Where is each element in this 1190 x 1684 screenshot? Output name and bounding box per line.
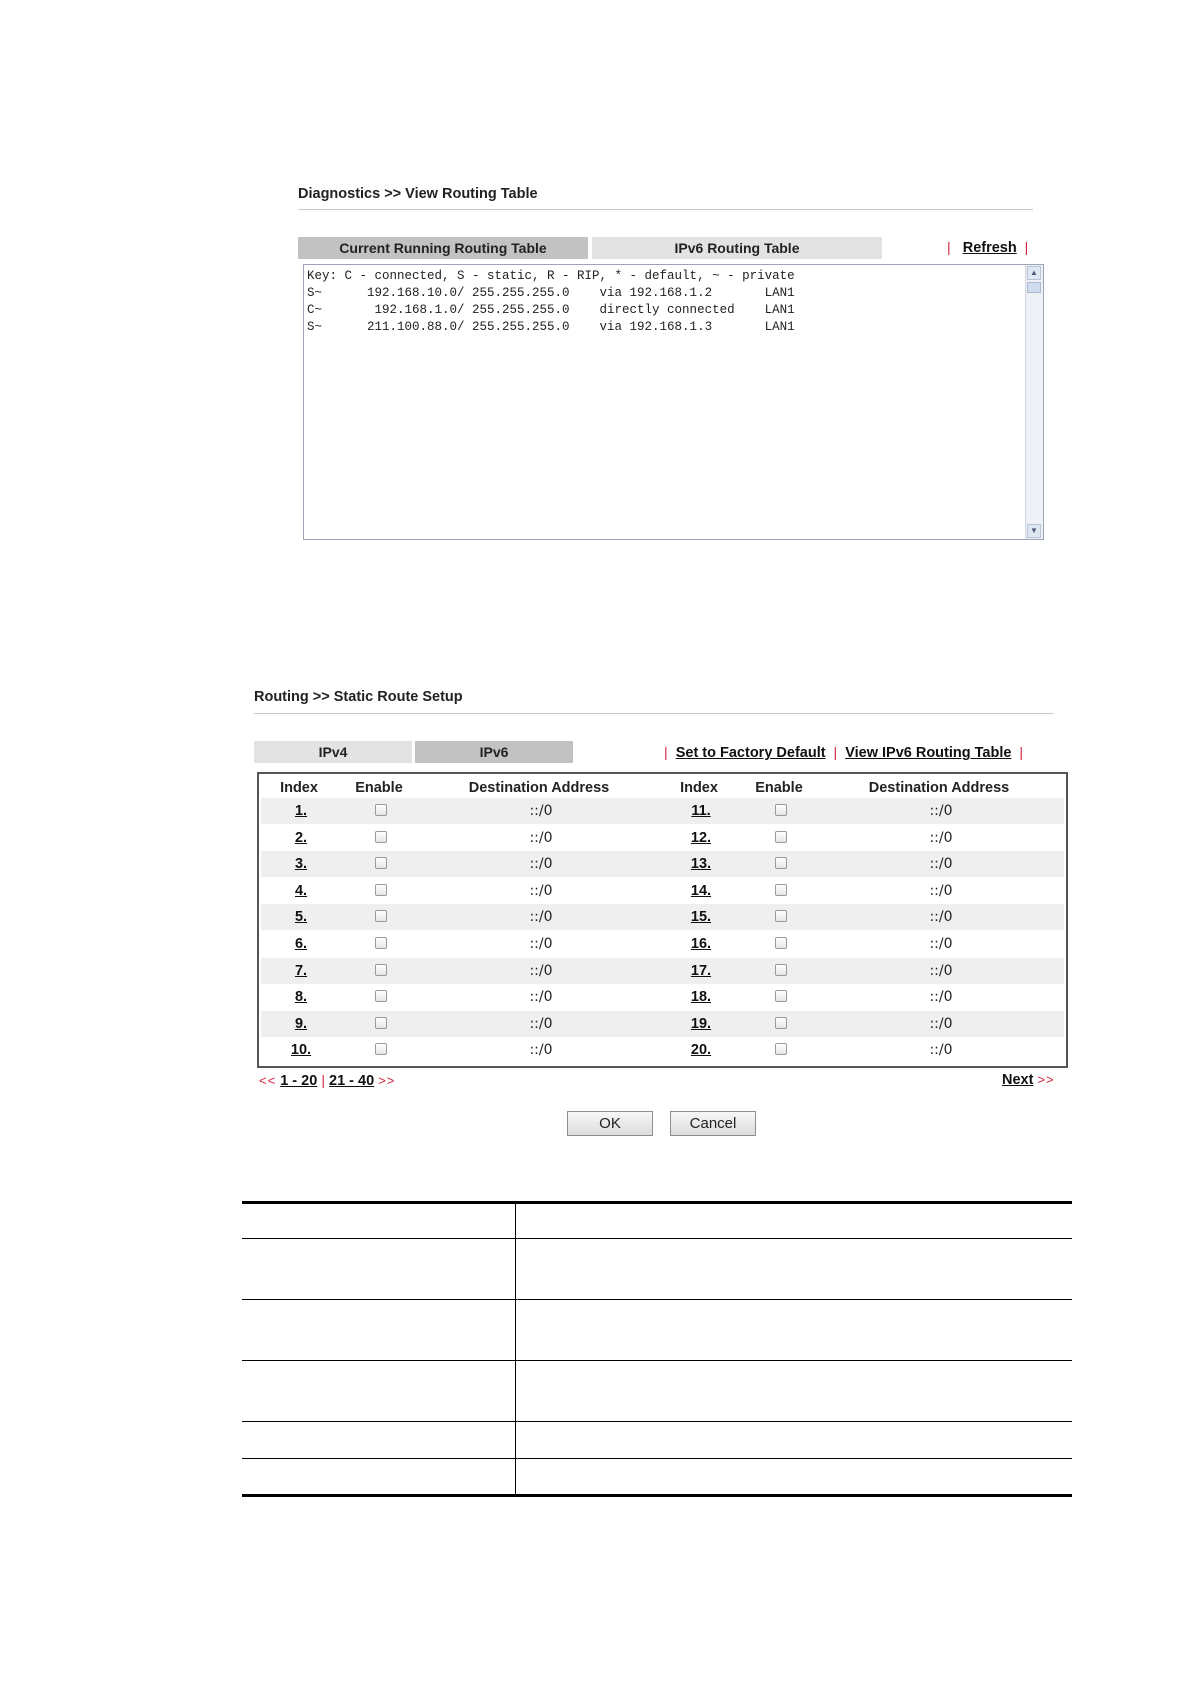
separator: | <box>664 744 668 760</box>
scroll-thumb[interactable] <box>1027 282 1041 293</box>
index-cell <box>661 958 741 984</box>
divider <box>298 209 1033 210</box>
destination-address: ::/0 <box>929 909 953 926</box>
index-cell <box>661 851 741 877</box>
table-rule <box>242 1360 1072 1361</box>
routing-line: Key: C - connected, S - static, R - RIP, * - default, ~ - private <box>307 269 795 283</box>
route-index-link[interactable]: 8. <box>294 989 308 1006</box>
index-cell <box>661 825 741 851</box>
route-index-link[interactable]: 13. <box>690 856 712 873</box>
page-range-1-20[interactable]: 1 - 20 <box>280 1073 318 1089</box>
scroll-up-icon[interactable]: ▲ <box>1027 266 1041 280</box>
table-border-bottom <box>242 1494 1072 1497</box>
header-enable: Enable <box>355 780 403 796</box>
enable-checkbox[interactable] <box>775 964 787 976</box>
index-cell <box>261 878 341 904</box>
separator: | <box>1020 239 1029 255</box>
scroll-down-icon[interactable]: ▼ <box>1027 524 1041 538</box>
index-cell <box>261 825 341 851</box>
index-cell <box>261 1037 341 1063</box>
header-index: Index <box>680 780 718 796</box>
route-links <box>664 744 1023 761</box>
table-row <box>261 958 1064 984</box>
index-cell <box>661 984 741 1010</box>
enable-checkbox[interactable] <box>775 937 787 949</box>
index-cell <box>261 851 341 877</box>
table-row <box>261 825 1064 851</box>
enable-checkbox[interactable] <box>775 990 787 1002</box>
route-index-link[interactable]: 5. <box>294 909 308 926</box>
route-index-link[interactable]: 16. <box>690 936 712 952</box>
destination-address: ::/0 <box>529 962 553 979</box>
pager <box>259 1072 395 1089</box>
routing-table-text <box>307 268 795 336</box>
header-destination: Destination Address <box>468 780 610 796</box>
route-index-link[interactable]: 15. <box>690 909 712 926</box>
route-index-link[interactable]: 2. <box>294 829 308 846</box>
route-index-link[interactable]: 4. <box>294 882 308 899</box>
table-border-top <box>242 1201 1072 1204</box>
enable-checkbox[interactable] <box>375 857 387 869</box>
routing-line: C~ 192.168.1.0/ 255.255.255.0 directly connected LAN1 <box>307 303 795 317</box>
table-rule <box>242 1238 1072 1239</box>
route-index-link[interactable]: 19. <box>690 1015 712 1032</box>
destination-address: ::/0 <box>929 1042 953 1059</box>
refresh-link[interactable]: Refresh <box>962 240 1017 256</box>
index-cell <box>261 931 341 957</box>
table-row <box>261 931 1064 957</box>
scrollbar[interactable] <box>1025 265 1043 539</box>
destination-address: ::/0 <box>929 962 953 979</box>
index-cell <box>261 904 341 930</box>
tab-ipv6-routing-table[interactable]: IPv6 Routing Table <box>592 237 882 259</box>
routing-line: S~ 192.168.10.0/ 255.255.255.0 via 192.168.1.2 LAN1 <box>307 286 795 300</box>
route-index-link[interactable]: 3. <box>294 856 308 873</box>
table-rule <box>242 1458 1072 1459</box>
destination-address: ::/0 <box>529 1015 553 1032</box>
enable-checkbox[interactable] <box>775 884 787 896</box>
index-cell <box>661 931 741 957</box>
separator: | <box>321 1072 325 1088</box>
next-arrows[interactable]: >> <box>378 1073 396 1088</box>
prev-arrows[interactable]: << <box>259 1073 277 1088</box>
route-index-link[interactable]: 6. <box>294 936 308 952</box>
separator: | <box>1015 744 1023 760</box>
divider <box>254 713 1054 714</box>
separator: | <box>829 744 838 760</box>
routing-line: S~ 211.100.88.0/ 255.255.255.0 via 192.168.1.3 LAN1 <box>307 320 795 334</box>
table-row <box>261 878 1064 904</box>
enable-checkbox[interactable] <box>775 1017 787 1029</box>
view-ipv6-routing-table-link[interactable]: View IPv6 Routing Table <box>845 745 1012 761</box>
enable-checkbox[interactable] <box>775 910 787 922</box>
enable-checkbox[interactable] <box>375 964 387 976</box>
index-cell <box>661 878 741 904</box>
route-index-link[interactable]: 10. <box>290 1042 312 1059</box>
table-row <box>261 984 1064 1010</box>
enable-checkbox[interactable] <box>375 831 387 843</box>
destination-address: ::/0 <box>929 989 953 1006</box>
tab-ipv6[interactable]: IPv6 <box>415 741 573 763</box>
refresh-link-group <box>947 239 1028 256</box>
index-cell <box>661 798 741 824</box>
table-rule <box>242 1421 1072 1422</box>
pager-next <box>1002 1072 1055 1088</box>
page-range-21-40[interactable]: 21 - 40 <box>329 1073 375 1089</box>
enable-checkbox[interactable] <box>775 804 787 816</box>
tab-ipv4[interactable]: IPv4 <box>254 741 412 763</box>
enable-checkbox[interactable] <box>375 910 387 922</box>
destination-address: ::/0 <box>929 856 953 873</box>
destination-address: ::/0 <box>529 882 553 899</box>
page-title-static-route: Routing >> Static Route Setup <box>254 689 463 705</box>
destination-address: ::/0 <box>929 829 953 846</box>
destination-address: ::/0 <box>529 856 553 873</box>
header-destination: Destination Address <box>868 780 1010 796</box>
route-index-link[interactable]: 7. <box>294 962 308 979</box>
destination-address: ::/0 <box>929 882 953 899</box>
table-row <box>261 798 1064 824</box>
destination-address: ::/0 <box>529 936 553 952</box>
destination-address: ::/0 <box>929 1015 953 1032</box>
index-cell <box>261 958 341 984</box>
index-cell <box>261 798 341 824</box>
index-cell <box>661 904 741 930</box>
destination-address: ::/0 <box>929 936 953 952</box>
separator: | <box>947 239 951 255</box>
route-index-link[interactable]: 20. <box>690 1042 712 1059</box>
route-index-link[interactable]: 9. <box>294 1015 308 1032</box>
next-link[interactable]: Next <box>1002 1072 1034 1088</box>
enable-checkbox[interactable] <box>375 990 387 1002</box>
index-cell <box>661 1037 741 1063</box>
route-index-link[interactable]: 17. <box>690 962 712 979</box>
route-index-link[interactable]: 12. <box>690 829 712 846</box>
set-to-factory-default-link[interactable]: Set to Factory Default <box>675 745 826 761</box>
destination-address: ::/0 <box>929 803 953 819</box>
enable-checkbox[interactable] <box>375 804 387 816</box>
cancel-button[interactable]: Cancel <box>670 1111 756 1136</box>
index-cell <box>661 1011 741 1037</box>
destination-address: ::/0 <box>529 1042 553 1059</box>
enable-checkbox[interactable] <box>375 1043 387 1055</box>
table-row <box>261 851 1064 877</box>
route-index-link[interactable]: 18. <box>690 989 712 1006</box>
routing-table-textarea[interactable] <box>303 264 1044 540</box>
destination-address: ::/0 <box>529 989 553 1006</box>
table-row <box>261 1037 1064 1063</box>
ok-button[interactable]: OK <box>567 1111 653 1136</box>
table-row <box>261 904 1064 930</box>
destination-address: ::/0 <box>529 909 553 926</box>
page-title-diagnostics: Diagnostics >> View Routing Table <box>298 186 538 202</box>
table-row <box>261 1011 1064 1037</box>
enable-checkbox[interactable] <box>775 857 787 869</box>
enable-checkbox[interactable] <box>375 937 387 949</box>
enable-checkbox[interactable] <box>775 831 787 843</box>
route-index-link[interactable]: 11. <box>691 803 711 819</box>
route-index-link[interactable]: 14. <box>690 882 712 899</box>
static-route-table <box>257 772 1068 1068</box>
header-index: Index <box>280 780 318 796</box>
index-cell <box>261 1011 341 1037</box>
enable-checkbox[interactable] <box>775 1043 787 1055</box>
header-enable: Enable <box>755 780 803 796</box>
table-column-divider <box>515 1204 516 1494</box>
destination-address: ::/0 <box>529 829 553 846</box>
next-arrows[interactable]: >> <box>1037 1072 1055 1087</box>
table-rule <box>242 1299 1072 1300</box>
tab-current-running-routing-table[interactable]: Current Running Routing Table <box>298 237 588 259</box>
index-cell <box>261 984 341 1010</box>
route-index-link[interactable]: 1. <box>294 803 308 819</box>
enable-checkbox[interactable] <box>375 884 387 896</box>
destination-address: ::/0 <box>529 803 553 819</box>
enable-checkbox[interactable] <box>375 1017 387 1029</box>
